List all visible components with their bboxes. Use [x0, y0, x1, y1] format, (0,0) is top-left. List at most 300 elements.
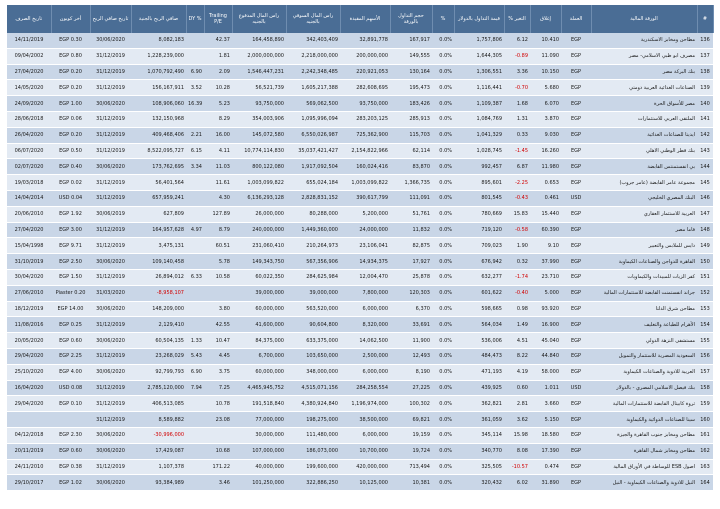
- cell-col-profit-date: 31/12/2019: [90, 269, 131, 285]
- table-row[interactable]: [7, 380, 713, 396]
- cell-col-currency: EGP: [561, 317, 591, 333]
- cell-col-security[interactable]: الصناعات الغذائية العربية دومتي: [591, 80, 697, 96]
- cell-col-currency: USD: [561, 190, 591, 206]
- cell-col-index: 145: [697, 175, 713, 191]
- cell-col-security[interactable]: الملتقى العربي للاستثمارات: [591, 111, 697, 127]
- cell-col-currency: EGP: [561, 333, 591, 349]
- cell-col-volume: 130,164: [390, 64, 432, 80]
- cell-col-volume: 285,913: [390, 111, 432, 127]
- cell-col-security[interactable]: كفر الزيات للمبيدات والكيماويات: [591, 269, 697, 285]
- cell-col-listed-shares: 6,000,000: [340, 427, 390, 443]
- cell-col-trade-value: 632,277: [454, 269, 504, 285]
- cell-col-net-profit: 1,107,378: [131, 459, 186, 475]
- cell-col-listed-shares: 284,258,554: [340, 380, 390, 396]
- table-row[interactable]: [7, 348, 713, 364]
- table-row[interactable]: [7, 254, 713, 270]
- cell-col-last-coupon: EGP 1.50: [51, 269, 90, 285]
- cell-col-percent: 0.0%: [432, 285, 454, 301]
- cell-col-currency: EGP: [561, 238, 591, 254]
- header-col-paid-capital[interactable]: راس المال المدفوع بالجنيه: [232, 5, 286, 33]
- cell-col-pay-date: 04/12/2018: [7, 427, 51, 443]
- cell-col-pay-date: 24/09/2020: [7, 96, 51, 112]
- cell-col-change: 3.36: [504, 64, 530, 80]
- cell-col-percent: 0.0%: [432, 238, 454, 254]
- cell-col-trade-value: 719,120: [454, 222, 504, 238]
- cell-col-security[interactable]: مطاحن شرق الدلتا: [591, 301, 697, 317]
- cell-col-percent: 0.0%: [432, 143, 454, 159]
- cell-col-change: 15.98: [504, 427, 530, 443]
- table-row[interactable]: [7, 222, 713, 238]
- cell-col-close: 44.840: [530, 348, 561, 364]
- cell-col-security[interactable]: العربية للادوية والصناعات الكيماوية: [591, 364, 697, 380]
- cell-col-close: 60.390: [530, 222, 561, 238]
- cell-col-close: 15.440: [530, 206, 561, 222]
- cell-col-trade-value: 801,545: [454, 190, 504, 206]
- cell-col-percent: 0.0%: [432, 443, 454, 459]
- cell-col-trade-value: 1,109,387: [454, 96, 504, 112]
- cell-col-paid-capital: 60,000,000: [232, 364, 286, 380]
- cell-col-change: 3.62: [504, 412, 530, 428]
- cell-col-percent: 0.0%: [432, 80, 454, 96]
- cell-col-volume: 100,302: [390, 396, 432, 412]
- header-col-listed-shares[interactable]: الأسهم المقيدة: [340, 5, 390, 33]
- cell-col-market-cap: 198,275,000: [286, 412, 340, 428]
- cell-col-volume: 1,366,735: [390, 175, 432, 191]
- cell-col-security[interactable]: مطاحن ومخابز شمال القاهرة: [591, 443, 697, 459]
- cell-col-listed-shares: 420,000,000: [340, 459, 390, 475]
- cell-col-listed-shares: 14,934,375: [340, 254, 390, 270]
- cell-col-trade-value: 1,028,745: [454, 143, 504, 159]
- cell-col-security[interactable]: فاما مصر: [591, 222, 697, 238]
- cell-col-pay-date: 14/04/2014: [7, 190, 51, 206]
- cell-col-paid-capital: 10,774,114,830: [232, 143, 286, 159]
- cell-col-net-profit: 627,809: [131, 206, 186, 222]
- table-row[interactable]: [7, 238, 713, 254]
- cell-col-index: 149: [697, 238, 713, 254]
- cell-col-dy: [186, 206, 204, 222]
- cell-col-percent: 0.0%: [432, 412, 454, 428]
- cell-col-change: -0.43: [504, 190, 530, 206]
- cell-col-net-profit: 3,475,131: [131, 238, 186, 254]
- header-col-currency[interactable]: العملة: [561, 5, 591, 33]
- cell-col-listed-shares: 32,891,778: [340, 33, 390, 48]
- cell-col-paid-capital: 2,000,000,000: [232, 48, 286, 64]
- cell-col-volume: 713,494: [390, 459, 432, 475]
- cell-col-profit-date: 31/12/2019: [90, 143, 131, 159]
- cell-col-last-coupon: EGP 14.00: [51, 301, 90, 317]
- cell-col-paid-capital: 6,700,000: [232, 348, 286, 364]
- header-col-pay-date[interactable]: تاريخ الصرف: [7, 5, 51, 33]
- header-col-pe[interactable]: Trailing P/E: [204, 5, 232, 33]
- cell-col-trade-value: 1,084,769: [454, 111, 504, 127]
- table-row[interactable]: [7, 48, 713, 64]
- header-col-last-coupon[interactable]: أخر كوبون: [51, 5, 90, 33]
- cell-col-currency: EGP: [561, 396, 591, 412]
- cell-col-index: 141: [697, 111, 713, 127]
- table-row[interactable]: [7, 317, 713, 333]
- cell-col-close: 3.660: [530, 396, 561, 412]
- cell-col-currency: EGP: [561, 64, 591, 80]
- cell-col-close: 58.000: [530, 364, 561, 380]
- cell-col-trade-value: 361,059: [454, 412, 504, 428]
- cell-col-close: 6.070: [530, 96, 561, 112]
- cell-col-pay-date: 27/04/2020: [7, 64, 51, 80]
- cell-col-paid-capital: 39,000,000: [232, 285, 286, 301]
- cell-col-profit-date: 30/06/2020: [90, 427, 131, 443]
- cell-col-profit-date: 31/12/2019: [90, 317, 131, 333]
- cell-col-dy: 3.52: [186, 80, 204, 96]
- cell-col-net-profit: 23,268,029: [131, 348, 186, 364]
- header-col-profit-date[interactable]: تاريخ صافي الربح: [90, 5, 131, 33]
- table-row[interactable]: [7, 333, 713, 349]
- cell-col-trade-value: 992,457: [454, 159, 504, 175]
- cell-col-net-profit: -8,958,107: [131, 285, 186, 301]
- table-row[interactable]: [7, 459, 713, 475]
- header-col-dy[interactable]: % DY: [186, 5, 204, 33]
- cell-col-percent: 0.0%: [432, 48, 454, 64]
- table-row[interactable]: [7, 364, 713, 380]
- cell-col-security[interactable]: النيل للادوية والصناعات الكيماوية - النيل: [591, 475, 697, 491]
- cell-col-paid-capital: 84,375,000: [232, 333, 286, 349]
- cell-col-market-cap: 210,264,973: [286, 238, 340, 254]
- table-row[interactable]: [7, 443, 713, 459]
- cell-col-volume: 115,703: [390, 127, 432, 143]
- header-col-security[interactable]: الورقة المالية: [591, 5, 697, 33]
- cell-col-currency: EGP: [561, 412, 591, 428]
- cell-col-trade-value: 1,644,305: [454, 48, 504, 64]
- cell-col-trade-value: 598,665: [454, 301, 504, 317]
- cell-col-listed-shares: 5,200,000: [340, 206, 390, 222]
- table-row[interactable]: [7, 33, 713, 48]
- cell-col-market-cap: 199,600,000: [286, 459, 340, 475]
- cell-col-net-profit: 2,129,410: [131, 317, 186, 333]
- cell-col-profit-date: 30/06/2020: [90, 364, 131, 380]
- cell-col-security[interactable]: بنك البركة مصر: [591, 64, 697, 80]
- cell-col-security[interactable]: بي انفستمنتس القابضة: [591, 159, 697, 175]
- cell-col-percent: 0.0%: [432, 222, 454, 238]
- cell-col-net-profit: 92,799,793: [131, 364, 186, 380]
- cell-col-net-profit: 657,959,241: [131, 190, 186, 206]
- table-row[interactable]: [7, 96, 713, 112]
- cell-col-paid-capital: 149,343,750: [232, 254, 286, 270]
- table-row[interactable]: [7, 475, 713, 491]
- cell-col-last-coupon: EGP 0.06: [51, 111, 90, 127]
- table-row[interactable]: [7, 127, 713, 143]
- header-col-net-profit[interactable]: صافي الربح بالجنية: [131, 5, 186, 33]
- cell-col-close: 5.000: [530, 285, 561, 301]
- cell-col-paid-capital: 1,003,099,822: [232, 175, 286, 191]
- cell-col-paid-capital: 1,546,447,231: [232, 64, 286, 80]
- cell-col-pay-date: 24/11/2010: [7, 459, 51, 475]
- cell-col-security[interactable]: جراند انفستمنت القابضة للاستثمارات المالية: [591, 285, 697, 301]
- header-col-volume[interactable]: حجم التداول بالورقة: [390, 5, 432, 33]
- cell-col-net-profit: 8,082,183: [131, 33, 186, 48]
- cell-col-currency: EGP: [561, 80, 591, 96]
- table-row[interactable]: [7, 64, 713, 80]
- cell-col-index: 152: [697, 285, 713, 301]
- table-row[interactable]: [7, 175, 713, 191]
- cell-col-currency: EGP: [561, 269, 591, 285]
- cell-col-index: 151: [697, 269, 713, 285]
- cell-col-net-profit: 148,209,000: [131, 301, 186, 317]
- cell-col-index: 155: [697, 333, 713, 349]
- cell-col-pay-date: 19/03/2018: [7, 175, 51, 191]
- cell-col-market-cap: 4,380,924,840: [286, 396, 340, 412]
- cell-col-change: 8.22: [504, 348, 530, 364]
- cell-col-index: 144: [697, 159, 713, 175]
- cell-col-market-cap: 348,000,000: [286, 364, 340, 380]
- cell-col-dy: [186, 317, 204, 333]
- cell-col-volume: 19,724: [390, 443, 432, 459]
- cell-col-market-cap: 4,515,071,156: [286, 380, 340, 396]
- cell-col-currency: EGP: [561, 301, 591, 317]
- cell-col-dy: [186, 238, 204, 254]
- cell-col-currency: EGP: [561, 443, 591, 459]
- cell-col-listed-shares: 6,000,000: [340, 364, 390, 380]
- cell-col-percent: 0.0%: [432, 475, 454, 491]
- cell-col-last-coupon: EGP 0.10: [51, 396, 90, 412]
- cell-col-index: 142: [697, 127, 713, 143]
- cell-col-pe: 3.75: [204, 364, 232, 380]
- cell-col-market-cap: 39,000,000: [286, 285, 340, 301]
- cell-col-profit-date: 31/12/2019: [90, 238, 131, 254]
- cell-col-security[interactable]: الأهرام للطباعة والتغليف: [591, 317, 697, 333]
- cell-col-change: -1.45: [504, 143, 530, 159]
- cell-col-security[interactable]: بنك قطر الوطني الاهلي: [591, 143, 697, 159]
- cell-col-pe: 42.37: [204, 33, 232, 48]
- cell-col-index: 153: [697, 301, 713, 317]
- cell-col-dy: [186, 443, 204, 459]
- cell-col-currency: USD: [561, 380, 591, 396]
- cell-col-security[interactable]: البنك المصري الخليجي: [591, 190, 697, 206]
- header-col-close[interactable]: إغلاق: [530, 5, 561, 33]
- cell-col-security[interactable]: مطاحن ومخابز جنوب القاهرة والجيزة: [591, 427, 697, 443]
- cell-col-dy: [186, 427, 204, 443]
- cell-col-dy: [186, 48, 204, 64]
- cell-col-market-cap: 1,095,996,094: [286, 111, 340, 127]
- cell-col-trade-value: 1,041,329: [454, 127, 504, 143]
- cell-col-security[interactable]: ايديتا للصناعات الغذائية: [591, 127, 697, 143]
- cell-col-security[interactable]: مصر للأسواق الحرة: [591, 96, 697, 112]
- cell-col-paid-capital: 6,136,293,128: [232, 190, 286, 206]
- cell-col-change: -2.25: [504, 175, 530, 191]
- cell-col-net-profit: 93,384,989: [131, 475, 186, 491]
- cell-col-last-coupon: EGP 0.20: [51, 127, 90, 143]
- table-row[interactable]: [7, 80, 713, 96]
- cell-col-volume: 195,473: [390, 80, 432, 96]
- cell-col-listed-shares: 12,004,470: [340, 269, 390, 285]
- cell-col-index: 162: [697, 443, 713, 459]
- cell-col-pay-date: 25/10/2020: [7, 364, 51, 380]
- cell-col-paid-capital: 240,000,000: [232, 222, 286, 238]
- cell-col-pe: 16.00: [204, 127, 232, 143]
- cell-col-change: -0.58: [504, 222, 530, 238]
- cell-col-security[interactable]: مستشفى النزهة الدولي: [591, 333, 697, 349]
- table-row[interactable]: [7, 143, 713, 159]
- cell-col-security[interactable]: سينا للصناعات الدوائية والكيماوية: [591, 412, 697, 428]
- table-row[interactable]: [7, 159, 713, 175]
- cell-col-percent: 0.0%: [432, 175, 454, 191]
- cell-col-pay-date: 27/04/2020: [7, 222, 51, 238]
- cell-col-market-cap: 569,062,500: [286, 96, 340, 112]
- cell-col-profit-date: 31/03/2020: [90, 285, 131, 301]
- cell-col-paid-capital: 93,750,000: [232, 96, 286, 112]
- cell-col-percent: 0.0%: [432, 317, 454, 333]
- cell-col-volume: 27,225: [390, 380, 432, 396]
- cell-col-close: 16.900: [530, 317, 561, 333]
- cell-col-change: -0.70: [504, 80, 530, 96]
- cell-col-last-coupon: EGP 1.02: [51, 475, 90, 491]
- cell-col-security[interactable]: مصرف ابو ظبي الاسلامي- مصر: [591, 48, 697, 64]
- cell-col-security[interactable]: بنك فيصل الاسلامي المصري - بالدولار: [591, 380, 697, 396]
- cell-col-profit-date: 31/12/2019: [90, 80, 131, 96]
- cell-col-market-cap: 2,242,348,485: [286, 64, 340, 80]
- cell-col-change: 0.33: [504, 127, 530, 143]
- cell-col-net-profit: 8,522,095,727: [131, 143, 186, 159]
- cell-col-profit-date: 30/06/2020: [90, 301, 131, 317]
- header-col-change[interactable]: التغير %: [504, 5, 530, 33]
- cell-col-percent: 0.0%: [432, 301, 454, 317]
- cell-col-pe: 2.09: [204, 64, 232, 80]
- cell-col-paid-capital: 191,518,840: [232, 396, 286, 412]
- cell-col-percent: 0.0%: [432, 269, 454, 285]
- cell-col-pe: 5.23: [204, 96, 232, 112]
- cell-col-trade-value: 536,006: [454, 333, 504, 349]
- cell-col-index: 139: [697, 80, 713, 96]
- cell-col-security[interactable]: العربية للاستثمار العقاري: [591, 206, 697, 222]
- cell-col-security[interactable]: مطاحن ومخابز الاسكندرية: [591, 33, 697, 48]
- cell-col-trade-value: 471,193: [454, 364, 504, 380]
- header-col-market-cap[interactable]: راس المال السوقي بالجنيه: [286, 5, 340, 33]
- cell-col-pe: 4.11: [204, 143, 232, 159]
- cell-col-last-coupon: EGP 2.50: [51, 254, 90, 270]
- header-col-trade-value[interactable]: قيمة التداول بالدولار: [454, 5, 504, 33]
- cell-col-index: 138: [697, 64, 713, 80]
- cell-col-dy: [186, 254, 204, 270]
- table-row[interactable]: [7, 269, 713, 285]
- cell-col-change: -0.40: [504, 285, 530, 301]
- cell-col-change: 1.68: [504, 96, 530, 112]
- cell-col-change: 0.32: [504, 254, 530, 270]
- cell-col-net-profit: 173,762,695: [131, 159, 186, 175]
- table-row[interactable]: [7, 427, 713, 443]
- cell-col-trade-value: 709,023: [454, 238, 504, 254]
- cell-col-pay-date: 20/11/2019: [7, 443, 51, 459]
- cell-col-change: 1.31: [504, 111, 530, 127]
- cell-col-dy: [186, 33, 204, 48]
- cell-col-paid-capital: 354,003,906: [232, 111, 286, 127]
- cell-col-trade-value: 1,757,806: [454, 33, 504, 48]
- cell-col-last-coupon: EGP 0.20: [51, 64, 90, 80]
- cell-col-volume: 183,426: [390, 96, 432, 112]
- cell-col-pe: [204, 427, 232, 443]
- cell-col-percent: 0.0%: [432, 333, 454, 349]
- cell-col-currency: EGP: [561, 254, 591, 270]
- cell-col-last-coupon: USD 0.08: [51, 380, 90, 396]
- cell-col-currency: EGP: [561, 48, 591, 64]
- cell-col-net-profit: 56,401,564: [131, 175, 186, 191]
- cell-col-market-cap: 80,288,000: [286, 206, 340, 222]
- cell-col-pe: 10.28: [204, 80, 232, 96]
- cell-col-net-profit: 17,429,087: [131, 443, 186, 459]
- cell-col-trade-value: 345,114: [454, 427, 504, 443]
- cell-col-profit-date: 31/12/2019: [90, 396, 131, 412]
- cell-col-trade-value: 340,770: [454, 443, 504, 459]
- cell-col-listed-shares: 14,062,500: [340, 333, 390, 349]
- cell-col-close: 17.390: [530, 443, 561, 459]
- cell-col-pe: 3.46: [204, 475, 232, 491]
- cell-col-change: 6.12: [504, 33, 530, 48]
- cell-col-listed-shares: 93,750,000: [340, 96, 390, 112]
- cell-col-market-cap: 1,917,092,504: [286, 159, 340, 175]
- cell-col-pay-date: 29/04/2020: [7, 396, 51, 412]
- cell-col-paid-capital: 164,458,890: [232, 33, 286, 48]
- cell-col-pe: 10.47: [204, 333, 232, 349]
- cell-col-security[interactable]: دايس للملابس والتعبير: [591, 238, 697, 254]
- table-row[interactable]: [7, 396, 713, 412]
- cell-col-net-profit: 409,468,406: [131, 127, 186, 143]
- cell-col-pay-date: 18/12/2019: [7, 301, 51, 317]
- cell-col-security[interactable]: ثروة كابيتال القابضة للاستثمارات المالية: [591, 396, 697, 412]
- table-row[interactable]: [7, 190, 713, 206]
- cell-col-security[interactable]: السعودية المصرية للاستثمار والتمويل: [591, 348, 697, 364]
- header-col-index[interactable]: #: [697, 5, 713, 33]
- cell-col-last-coupon: EGP 0.30: [51, 33, 90, 48]
- cell-col-pe: 7.25: [204, 380, 232, 396]
- table-row[interactable]: [7, 111, 713, 127]
- cell-col-trade-value: 780,669: [454, 206, 504, 222]
- cell-col-close: 5.150: [530, 412, 561, 428]
- cell-col-volume: 10,381: [390, 475, 432, 491]
- cell-col-listed-shares: 390,617,799: [340, 190, 390, 206]
- cell-col-pe: [204, 285, 232, 301]
- cell-col-paid-capital: 77,000,000: [232, 412, 286, 428]
- cell-col-dy: 6.33: [186, 269, 204, 285]
- cell-col-close: 93.920: [530, 301, 561, 317]
- cell-col-listed-shares: 282,608,695: [340, 80, 390, 96]
- cell-col-security[interactable]: اصول ESB للوساطة في الأوراق المالية: [591, 459, 697, 475]
- cell-col-market-cap: 6,550,026,987: [286, 127, 340, 143]
- cell-col-close: 9.030: [530, 127, 561, 143]
- cell-col-security[interactable]: مجموعة عامر القابضة (عامر جروب): [591, 175, 697, 191]
- cell-col-change: 6.02: [504, 475, 530, 491]
- cell-col-index: 157: [697, 364, 713, 380]
- cell-col-percent: 0.0%: [432, 380, 454, 396]
- cell-col-pe: 11.61: [204, 175, 232, 191]
- table-row[interactable]: [7, 301, 713, 317]
- cell-col-close: 16.260: [530, 143, 561, 159]
- cell-col-market-cap: 111,480,000: [286, 427, 340, 443]
- cell-col-market-cap: 1,605,217,388: [286, 80, 340, 96]
- table-row[interactable]: [7, 285, 713, 301]
- table-row[interactable]: [7, 206, 713, 222]
- table-row[interactable]: [7, 412, 713, 428]
- cell-col-profit-date: 30/06/2020: [90, 33, 131, 48]
- cell-col-trade-value: 362,821: [454, 396, 504, 412]
- cell-col-index: 163: [697, 459, 713, 475]
- cell-col-market-cap: 655,024,184: [286, 175, 340, 191]
- cell-col-index: 160: [697, 412, 713, 428]
- header-col-percent[interactable]: %: [432, 5, 454, 33]
- cell-col-net-profit: 1,070,792,490: [131, 64, 186, 80]
- cell-col-change: 2.81: [504, 396, 530, 412]
- cell-col-currency: EGP: [561, 459, 591, 475]
- cell-col-security[interactable]: القاهرة للدواجن والصناعات الكيماوية: [591, 254, 697, 270]
- cell-col-volume: 17,927: [390, 254, 432, 270]
- cell-col-pe: 4.30: [204, 190, 232, 206]
- cell-col-pay-date: 09/04/2002: [7, 48, 51, 64]
- cell-col-listed-shares: 2,154,822,966: [340, 143, 390, 159]
